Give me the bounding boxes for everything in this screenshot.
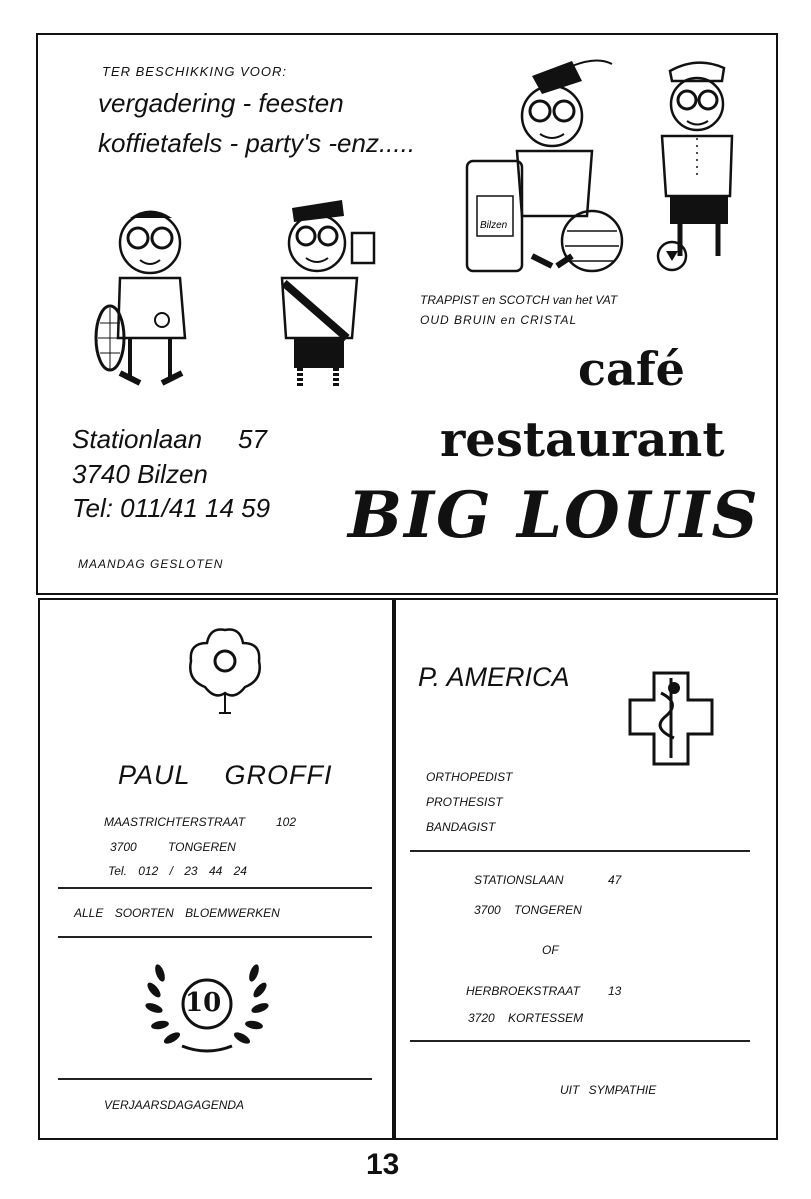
address-city: 3740 Bilzen xyxy=(72,459,208,489)
drinks-line-2: OUD BRUIN en CRISTAL xyxy=(420,313,578,327)
florist-footer: VERJAARSDAGAGENDA xyxy=(104,1098,245,1112)
phone-number: Tel: 011/41 14 59 xyxy=(72,493,271,523)
florist-phone: Tel. 012 / 23 44 24 xyxy=(108,864,247,878)
address1-number: 47 xyxy=(608,873,622,887)
flower-logo-icon xyxy=(185,625,265,715)
florist-divider-3 xyxy=(58,1078,372,1080)
role-bandagist: BANDAGIST xyxy=(426,820,496,834)
cafe-title: café xyxy=(578,342,685,396)
address-street: Stationlaan xyxy=(72,424,203,454)
florist-name: PAUL GROFFI xyxy=(118,760,333,790)
florist-city: 3700 TONGEREN xyxy=(110,840,236,854)
restaurant-title: restaurant xyxy=(440,412,725,468)
badge-number: 10 xyxy=(185,988,222,1018)
tennis-player-illustration xyxy=(90,198,210,398)
football-player-illustration xyxy=(652,56,752,276)
address2-number: 13 xyxy=(608,984,622,998)
services-line-2: koffietafels - party's -enz..... xyxy=(98,128,416,158)
address1-city: 3700 TONGEREN xyxy=(474,903,582,917)
orthopedist-footer: UIT SYMPATHIE xyxy=(560,1083,657,1097)
florist-number: 102 xyxy=(276,815,297,829)
role-orthopedist: ORTHOPEDIST xyxy=(426,770,513,784)
page-number: 13 xyxy=(366,1148,400,1181)
big-louis-title: BIG LOUIS xyxy=(348,478,760,553)
orthopedist-divider-1 xyxy=(410,850,750,852)
address-or: OF xyxy=(542,943,559,957)
drinks-line-1: TRAPPIST en SCOTCH van het VAT xyxy=(420,293,618,307)
address-number: 57 xyxy=(238,424,267,454)
florist-divider-1 xyxy=(58,887,372,889)
florist-tagline: ALLE SOORTEN BLOEMWERKEN xyxy=(74,906,280,920)
address2-city: 3720 KORTESSEM xyxy=(468,1011,584,1025)
orthopedist-name: P. AMERICA xyxy=(418,662,570,692)
role-prothesist: PROTHESIST xyxy=(426,795,503,809)
closed-notice: MAANDAG GESLOTEN xyxy=(78,557,224,571)
services-line-1: vergadering - feesten xyxy=(98,88,344,118)
address2-street: HERBROEKSTRAAT xyxy=(466,984,580,998)
orthopedist-divider-2 xyxy=(410,1040,750,1042)
medical-cross-icon xyxy=(626,668,716,768)
available-for-label: TER BESCHIKKING VOOR: xyxy=(102,64,287,79)
beer-drinker-illustration xyxy=(262,188,392,398)
mug-brand-text: Bilzen xyxy=(480,220,508,231)
florist-divider-2 xyxy=(58,936,372,938)
innkeeper-illustration xyxy=(462,56,632,276)
florist-street: MAASTRICHTERSTRAAT xyxy=(104,815,246,829)
address1-street: STATIONSLAAN xyxy=(474,873,564,887)
